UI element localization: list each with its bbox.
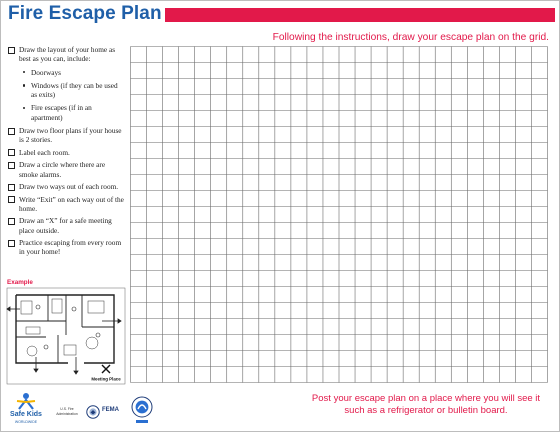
partner-seal-icon bbox=[128, 395, 156, 427]
grid-instruction: Following the instructions, draw your escape plan on the grid. bbox=[272, 32, 549, 43]
drawing-grid[interactable] bbox=[130, 46, 548, 383]
checklist-item-text: Draw two ways out of each room. bbox=[19, 182, 119, 192]
title-accent-bar bbox=[165, 8, 555, 22]
checkbox-icon bbox=[8, 196, 15, 203]
safe-kids-logo bbox=[6, 391, 46, 429]
partner-logo bbox=[128, 395, 156, 427]
instruction-checklist bbox=[7, 45, 125, 260]
sub-list-item bbox=[19, 81, 125, 100]
checkbox-icon bbox=[8, 240, 15, 247]
checklist-item bbox=[7, 160, 125, 179]
example-label: Example bbox=[7, 279, 33, 286]
meeting-place-label: Meeting Place bbox=[91, 376, 121, 382]
sub-list bbox=[19, 68, 125, 122]
checklist-item bbox=[7, 45, 125, 122]
checkbox-icon bbox=[8, 128, 15, 135]
checklist-item-text: Draw two floor plans if your house is 2 stories. bbox=[19, 126, 122, 145]
bullet-icon bbox=[23, 84, 25, 86]
footer-note: Post your escape plan on a place where you will see it such as a refrigerator or bulletin board. bbox=[311, 393, 541, 417]
checklist-item-text: Draw an “X” for a safe meeting place outside. bbox=[19, 216, 112, 235]
sponsor-logos bbox=[6, 391, 166, 429]
sub-list-item-text: Fire escapes (if in an apartment) bbox=[31, 103, 92, 122]
checkbox-icon bbox=[8, 149, 15, 156]
usfa-text: U.S. Fire Administration bbox=[56, 407, 78, 416]
page-title: Fire Escape Plan bbox=[8, 3, 162, 24]
sub-list-item-text: Windows (if they can be used as exits) bbox=[31, 80, 118, 100]
checklist-item-text: Practice escaping from every room in your home! bbox=[19, 238, 122, 257]
checklist-item bbox=[7, 148, 125, 157]
usfa-logo bbox=[52, 397, 82, 427]
checklist-item bbox=[7, 238, 125, 257]
bullet-icon bbox=[23, 71, 25, 73]
checklist-item-text: Write “Exit” on each way out of the home. bbox=[19, 194, 124, 213]
safe-kids-figure-icon bbox=[6, 391, 46, 411]
checklist-item bbox=[7, 216, 125, 235]
checkbox-icon bbox=[8, 184, 15, 191]
checklist-item bbox=[7, 182, 125, 191]
safe-kids-name: Safe Kids bbox=[10, 411, 42, 418]
fema-logo bbox=[86, 403, 126, 423]
fema-name: FEMA bbox=[102, 407, 119, 413]
sub-list-item bbox=[19, 68, 125, 77]
sub-list-item bbox=[19, 103, 125, 122]
checkbox-icon bbox=[8, 162, 15, 169]
safe-kids-subtitle: WORLDWIDE bbox=[14, 420, 38, 424]
checklist-item bbox=[7, 126, 125, 145]
checkbox-icon bbox=[8, 218, 15, 225]
checklist-item-text: Draw a circle where there are smoke alarms. bbox=[19, 160, 106, 179]
checklist-item-text: Draw the layout of your home as best as you can, include: bbox=[19, 45, 116, 64]
checklist-item-text: Label each room. bbox=[19, 147, 70, 157]
checklist-item bbox=[7, 195, 125, 214]
dhs-seal-icon bbox=[86, 405, 100, 419]
bullet-icon bbox=[23, 107, 25, 109]
example-floor-plan bbox=[6, 287, 126, 385]
sub-list-item-text: Doorways bbox=[31, 67, 61, 77]
checkbox-icon bbox=[8, 47, 15, 54]
